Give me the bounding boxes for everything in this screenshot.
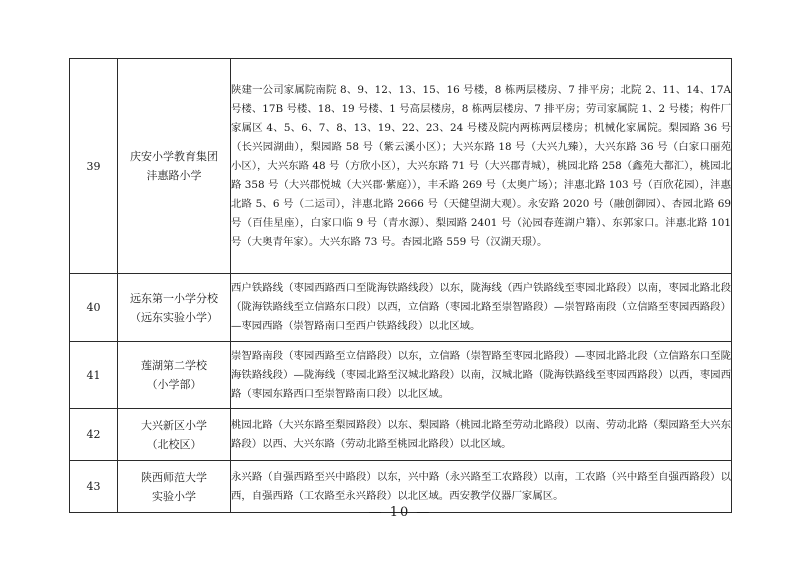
row-number: 40 (70, 274, 118, 342)
school-district-table (69, 58, 732, 513)
row-number: 43 (70, 461, 118, 513)
school-name-line: （北校区） (146, 437, 202, 451)
table-row (70, 409, 732, 461)
school-name-line: （小学部） (146, 378, 202, 391)
enrollment-area: 桃园北路（大兴东路至梨园路段）以东、梨园路（桃园北路至劳动北路段）以南、劳动北路（梨园路至大兴东路段）以西、大兴东路（劳动北路至桃园北路段）以北区域。 (231, 409, 732, 461)
school-name (118, 409, 231, 461)
table-row (70, 274, 732, 342)
row-number: 39 (70, 59, 118, 274)
page-number: — 10 — (368, 505, 432, 520)
school-name-line: 陕西师范大学 (141, 470, 207, 484)
school-name (118, 274, 231, 342)
school-name-line: 庆安小学教育集团 (130, 150, 218, 163)
enrollment-area: 永兴路（自强西路至兴中路段）以东，兴中路（永兴路至工农路段）以南，工农路（兴中路至自强西路段）以西，自强西路（工农路至永兴路段）以北区域。西安教学仪器厂家属区。 (231, 461, 732, 513)
school-name-line: 莲湖第二学校 (141, 359, 207, 372)
school-name-line: 远东第一小学分校 (130, 291, 218, 305)
school-name-line: 沣惠路小学 (146, 169, 202, 182)
school-name (118, 59, 231, 274)
enrollment-area: 崇智路南段（枣园西路至立信路段）以东，立信路（崇智路至枣园北路段）—枣园北路北段（立信路东口至陇海铁路线段）—陇海线（枣园北路至汉城北路段）以南，汉城北路（陇海铁路线至枣园西路段）以西，枣园西路（枣园东路西口至崇智路南口段）以北区域。 (231, 342, 732, 409)
school-name-line: （远东实验小学） (130, 310, 218, 324)
row-number: 42 (70, 409, 118, 461)
table-row (70, 342, 732, 409)
school-name (118, 342, 231, 409)
enrollment-area: 西户铁路线（枣园西路西口至陇海铁路线段）以东，陇海线（西户铁路线至枣园北路段）以南，枣园北路北段（陇海铁路线至立信路东口段）以西，立信路（枣园北路至崇智路段）—崇智路南段（立信路至枣园西路段）—枣园西路（崇智路南口至西户铁路线段）以北区域。 (231, 274, 732, 342)
table-row (70, 59, 732, 274)
enrollment-area: 陕建一公司家属院南院 8、9、12、13、15、16 号楼，8 栋两层楼房、7 排平房；北院 2、11、14、17A 号楼、17B 号楼、18、19 号楼、1 号高层楼房，8 栋两层楼房、7 排平房；劳司家属院 1、2 号楼；构件厂家属区 4、5、6、7、8、13、19、22、23、24 号楼及院内两栋两层楼房；机械化家属院。梨园路 36 号（长兴园湖曲），梨园路 58 号（紫云溪小区）；大兴东路 18 号（大兴九臻），大兴东路 36 号（白家口丽苑小区），大兴东路 48 号（方欣小区），大兴东路 71 号（大兴郡青城），桃园北路 258（鑫苑大都汇），桃园北路 358 号（大兴郡悦城（大兴郡·紫庭）），丰禾路 269 号（太奥广场）；沣惠北路 103 号（百欣花园），沣惠北路 5、6 号（二运司），沣惠北路 2666 号（天健望湖大观）。永安路 2020 号（融创御园）、杏园北路 69 号（百佳星座），白家口临 9 号（青水源）、梨园路 2401 号（沁园春莲湖户籍）、东郭家口。沣惠北路 101 号（大奥青年家）。大兴东路 73 号。杏园北路 559 号（汉湖天璟）。 (231, 59, 732, 274)
school-name-line: 大兴新区小学 (141, 418, 207, 432)
row-number: 41 (70, 342, 118, 409)
school-name-line: 实验小学 (152, 489, 196, 503)
